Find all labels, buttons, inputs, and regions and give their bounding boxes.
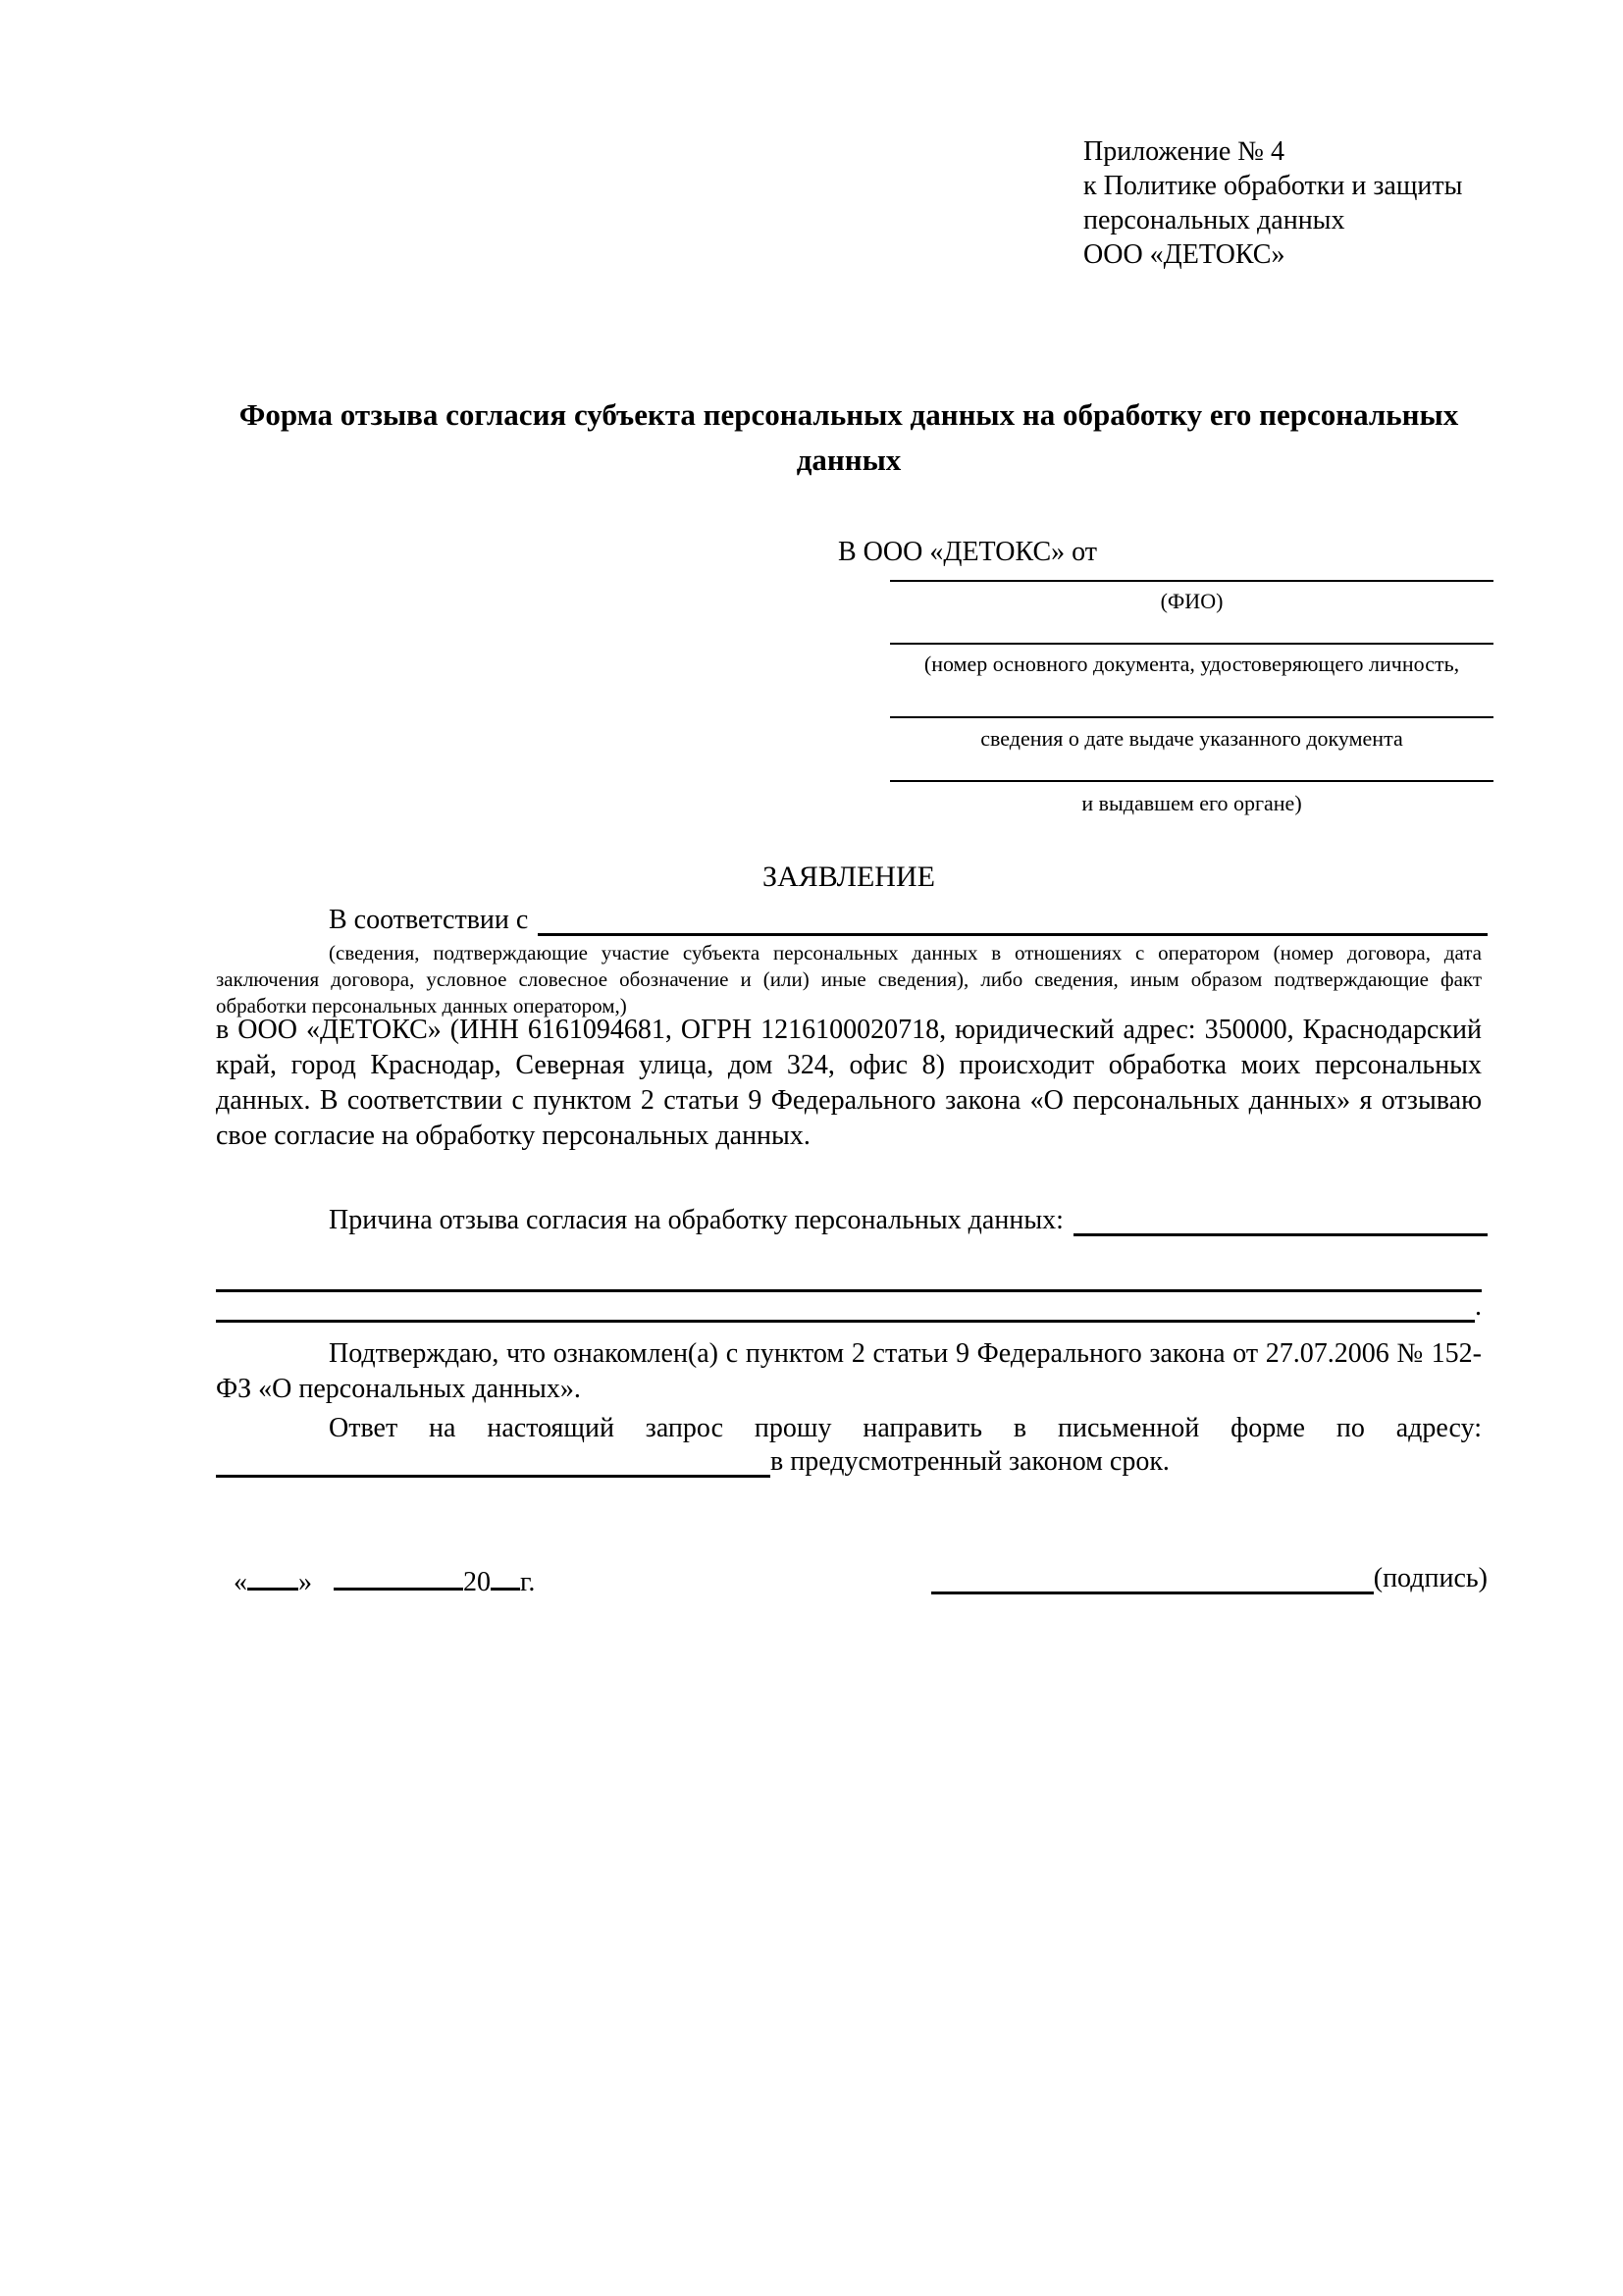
document-number-caption: (номер основного документа, удостоверяющего личность, [923,652,1460,676]
reason-period: . [1475,1291,1482,1322]
appendix-block [1083,134,1462,272]
signature-blank-line [931,1562,1374,1594]
issue-date-blank-line [890,716,1493,718]
address-blank-line [216,1447,770,1478]
issuer-caption: и выдавшем его органе) [1081,791,1302,815]
statement-heading: ЗАЯВЛЕНИЕ [762,861,935,893]
reply-request-line: Ответ на настоящий запрос прошу направить в письменной форме по адресу: [329,1413,1482,1443]
appendix-line: ООО «ДЕТОКС» [1083,239,1285,270]
signature-row [931,1562,1488,1594]
document-number-blank-line [890,643,1493,645]
document-title: Форма отзыва согласия субъекта персональных данных на обработку его персональных данных [238,397,1459,477]
signature-caption: (подпись) [1373,1563,1488,1593]
reason-prefix: Причина отзыва согласия на обработку персональных данных: [329,1205,1064,1235]
appendix-line: персональных данных [1083,205,1345,235]
issue-date-caption: сведения о дате выдаче указанного документа [980,726,1403,751]
reason-row [329,1205,1488,1236]
date-open-quote: « [234,1567,247,1597]
intro-prefix: В соответствии с [329,905,529,935]
reason-blank-line-3 [216,1287,1475,1323]
date-year-suffix: г. [520,1567,536,1597]
issuer-blank-line [890,780,1493,782]
reason-blank-row-3 [216,1290,1482,1323]
intro-row [329,905,1488,936]
appendix-line: Приложение № 4 [1083,136,1284,167]
address-row [216,1446,1482,1478]
addressee-to-line: В ООО «ДЕТОКС» от [838,537,1098,567]
confirmation-paragraph: Подтверждаю, что ознакомлен(а) с пунктом 2 статьи 9 Федерального закона от 27.07.2006 № 152-ФЗ «О персональных данных». [216,1338,1482,1404]
date-month-blank [334,1562,463,1591]
appendix-line: к Политике обработки и защиты [1083,171,1463,201]
reply-deadline-text: в предусмотренный законом срок. [770,1446,1170,1477]
fio-caption: (ФИО) [1160,589,1224,613]
date-year-prefix: 20 [463,1567,491,1597]
footnote-text: (сведения, подтверждающие участие субъекта персональных данных в отношениях с оператором (номер договора, дата заключения договора, условное словесное обозначение и (или) иные сведения), либо сведения, иным образом подтверждающие факт обработки персональных данных оператором,) [216,941,1482,1018]
reason-blank-line [1073,1206,1488,1236]
basis-blank-line [538,906,1488,936]
date-year-blank [491,1562,520,1591]
body-paragraph: в ООО «ДЕТОКС» (ИНН 6161094681, ОГРН 1216100020718, юридический адрес: 350000, Краснодарский край, город Краснодар, Северная улица, дом 324, офис 8) происходит обработка моих персональных данных. В соответствии с пунктом 2 статьи 9 Федерального закона «О персональных данных» я отзываю свое согласие на обработку персональных данных. [216,1015,1482,1151]
date-close-quote: » [298,1567,312,1597]
fio-blank-line [890,580,1493,582]
date-day-blank [247,1562,298,1591]
date-row [234,1562,536,1597]
